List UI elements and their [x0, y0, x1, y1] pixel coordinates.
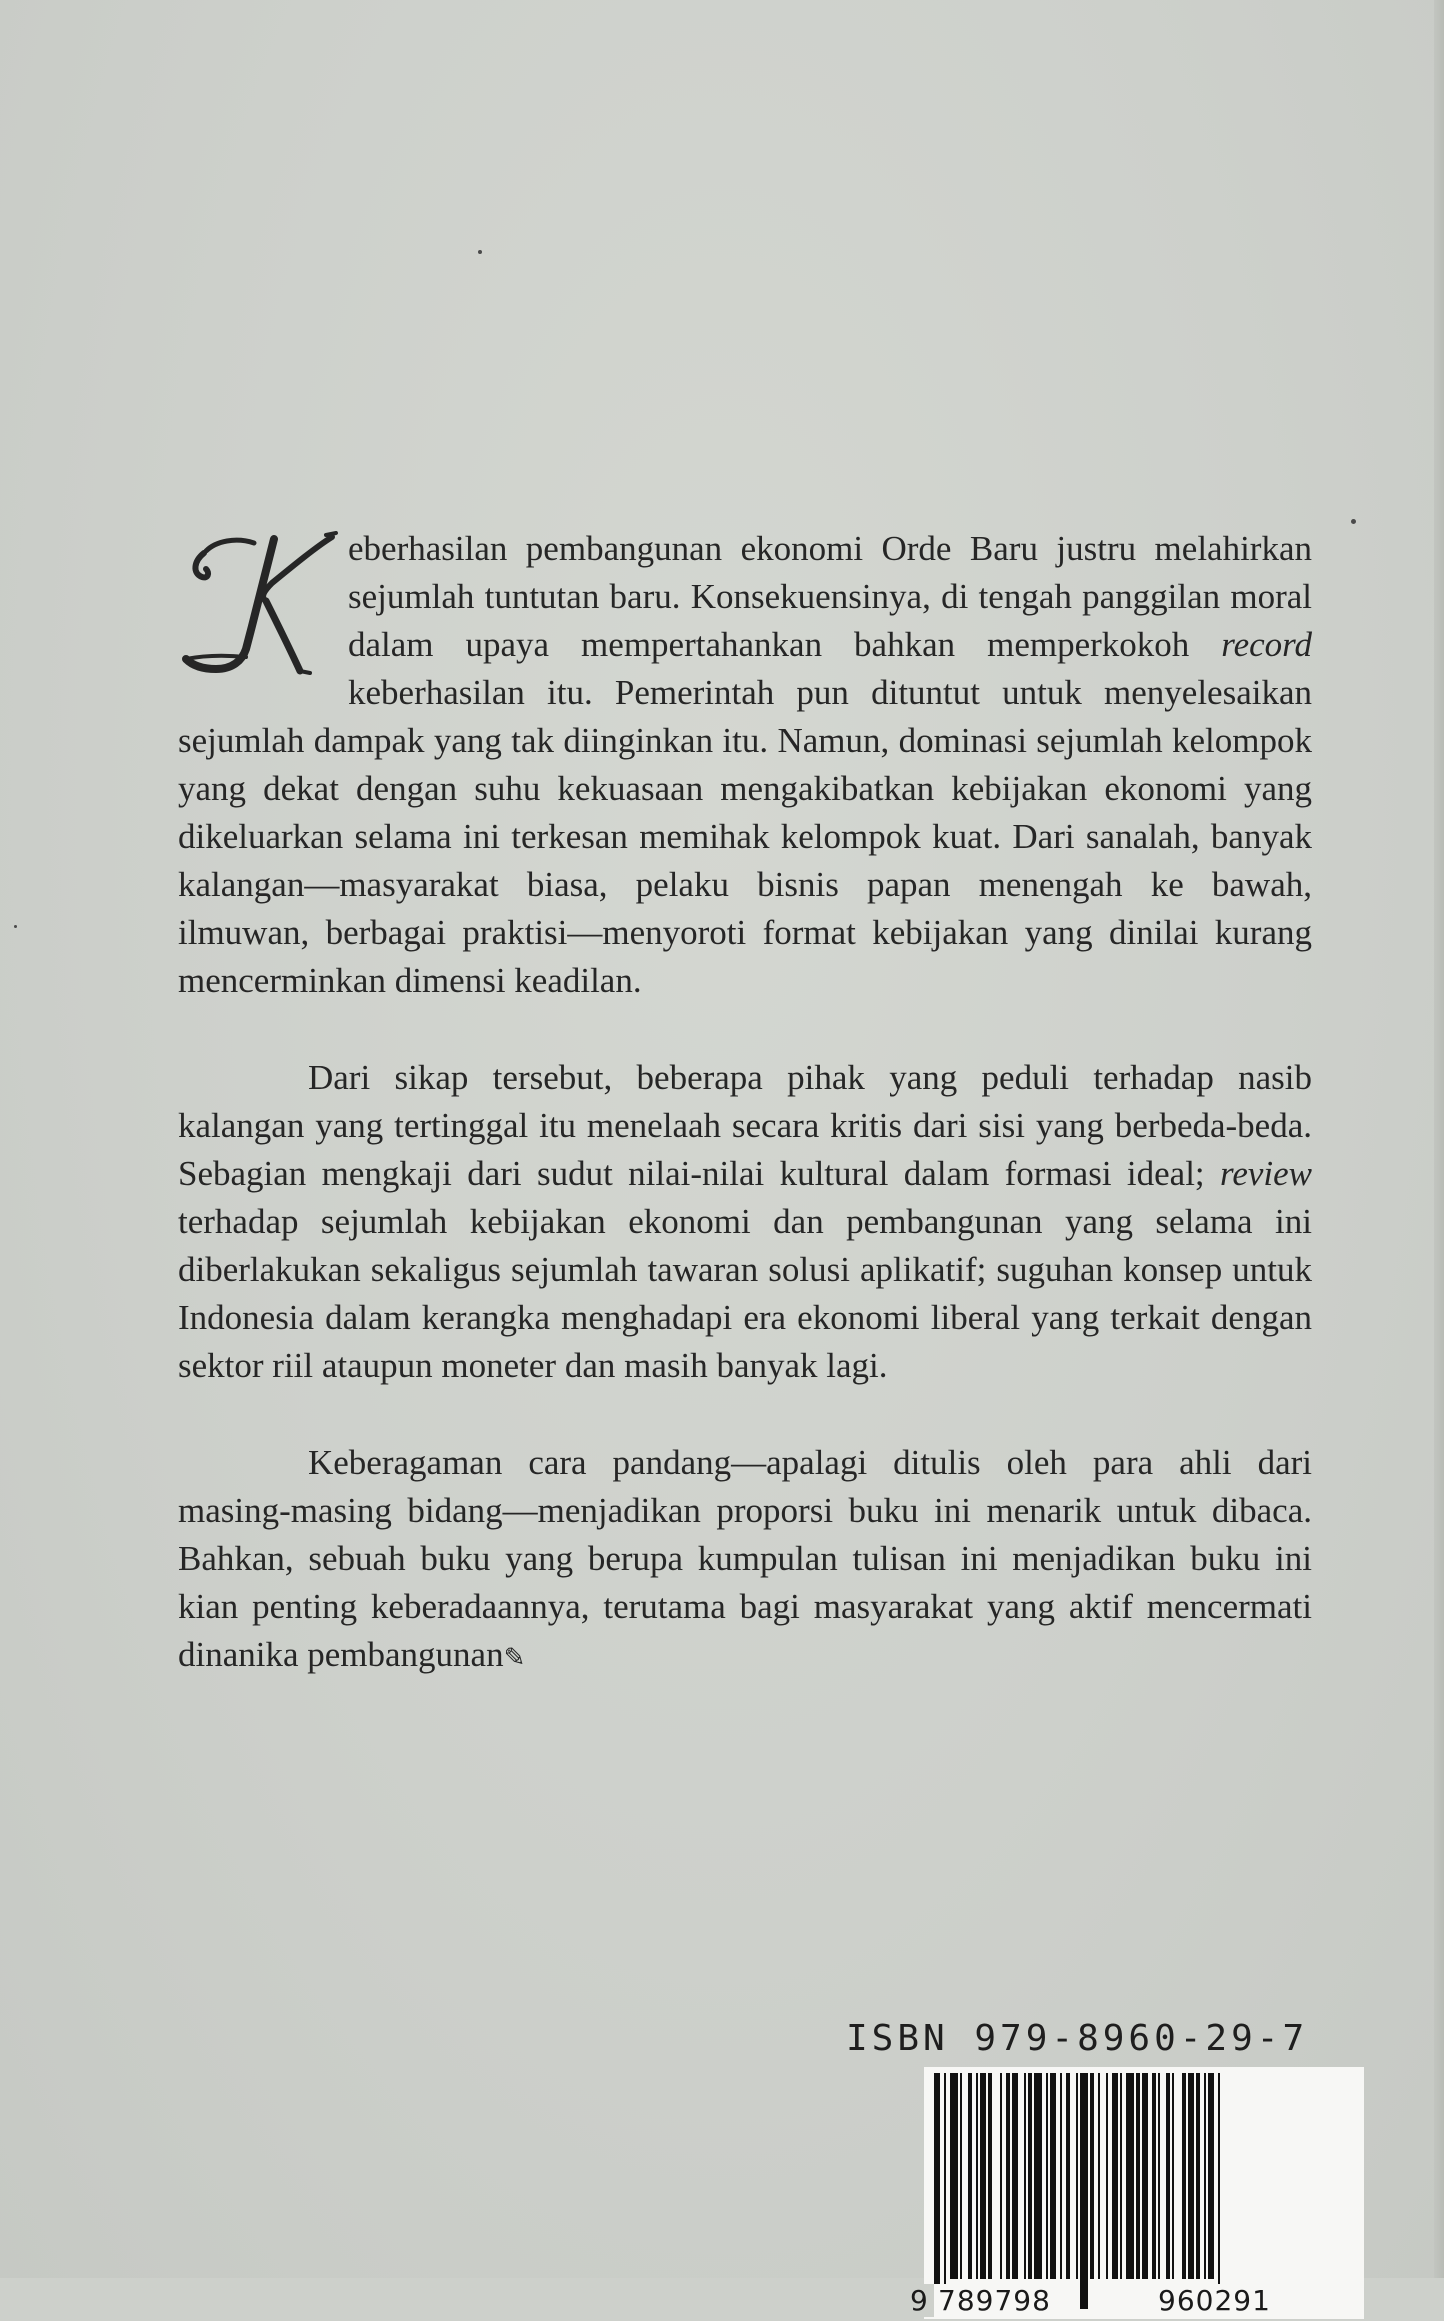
barcode-digit-group-2: 960291 — [1154, 2284, 1275, 2317]
barcode-bar — [1106, 2073, 1108, 2279]
barcode-bar — [1142, 2073, 1148, 2279]
paragraph-1-text-b: keberhasilan itu. Pemerintah pun dituntut untuk menyelesaikan sejumlah dampak yang tak diinginkan itu. Namun, dominasi sejumlah kelompok yang dekat dengan suhu kekuasaan mengakibatkan kebijakan ekonomi yang dikeluarkan selama ini terkesan memihak kelompok kuat. Dari sanalah, banyak kalangan—masyarakat biasa, pelaku bisnis papan menengah ke bawah, ilmuwan, berbagai praktisi—menyoroti format kebijakan yang dinilai kurang mencerminkan dimensi keadilan. — [178, 673, 1312, 1000]
paragraph-1 — [178, 525, 1312, 1005]
drop-cap — [176, 525, 338, 675]
barcode-bar — [1046, 2073, 1048, 2279]
barcode-bar — [1182, 2073, 1186, 2279]
barcode-first-digit: 9 — [908, 2284, 934, 2317]
barcode-bar — [1024, 2073, 1026, 2279]
barcode-bar — [960, 2073, 962, 2279]
barcode-bar — [1060, 2073, 1062, 2279]
barcode-bar — [1172, 2073, 1174, 2279]
paragraph-2-text-b: terhadap sejumlah kebijakan ekonomi dan pembangunan yang selama ini diberlakukan sekaligus sejumlah tawaran solusi aplikatif; suguhan konsep untuk Indonesia dalam kerangka menghadapi era ekonomi liberal yang terkait dengan sektor riil ataupun moneter dan masih banyak lagi. — [178, 1202, 1312, 1385]
barcode-bar — [1006, 2073, 1010, 2279]
paragraph-2-italic-review: review — [1220, 1154, 1312, 1193]
paragraph-3-text: Keberagaman cara pandang—apalagi ditulis oleh para ahli dari masing-masing bidang—menjadikan proporsi buku ini menarik untuk dibaca. Bahkan, sebuah buku yang berupa kumpulan tulisan ini menjadikan buku ini kian penting keberadaannya, terutama bagi masyarakat yang aktif mencermati dinanika pembangunan — [178, 1443, 1312, 1674]
barcode-bar — [1090, 2073, 1094, 2279]
barcode-bar — [1188, 2073, 1194, 2279]
barcode-bar — [1034, 2073, 1042, 2279]
barcode-bar — [1166, 2073, 1170, 2279]
barcode-digit-group-1: 789798 — [934, 2284, 1055, 2317]
barcode-bar — [980, 2073, 986, 2279]
barcode-bar — [944, 2073, 946, 2309]
barcode-bar — [1208, 2073, 1214, 2279]
drop-cap-k-glyph — [176, 531, 338, 677]
paragraph-2-text-a: Dari sikap tersebut, beberapa pihak yang peduli terhadap nasib kalangan yang tertinggal itu menelaah secara kritis dari sisi yang berbeda-beda. Sebagian mengkaji dari sudut nilai-nilai kultural dalam formasi ideal; — [178, 1058, 1312, 1193]
barcode-bar — [1112, 2073, 1118, 2279]
barcode-bar — [1152, 2073, 1156, 2279]
barcode-bar — [976, 2073, 978, 2279]
barcode-bar — [1028, 2073, 1032, 2279]
barcode-bar — [1076, 2073, 1078, 2279]
barcode — [910, 2067, 1364, 2319]
barcode-bar — [950, 2073, 958, 2279]
print-speck — [14, 925, 17, 928]
pen-end-mark-icon: ✎ — [503, 1643, 526, 1673]
barcode-bar — [1136, 2073, 1140, 2279]
isbn-label: ISBN 979-8960-29-7 — [846, 2018, 1309, 2059]
barcode-bars — [924, 2067, 1364, 2319]
barcode-bar — [988, 2073, 992, 2279]
barcode-bar — [1204, 2073, 1206, 2279]
barcode-bar — [1066, 2073, 1070, 2279]
barcode-bar — [1080, 2073, 1088, 2309]
barcode-bar — [1196, 2073, 1200, 2279]
paragraph-3 — [178, 1439, 1312, 1682]
paragraph-1-italic-record: record — [1221, 625, 1312, 664]
barcode-bar — [1120, 2073, 1122, 2279]
barcode-bar — [1126, 2073, 1134, 2279]
print-speck — [478, 250, 482, 254]
isbn-block — [840, 2018, 1320, 2319]
barcode-bar — [968, 2073, 972, 2279]
barcode-bar — [1012, 2073, 1018, 2279]
barcode-bar — [1050, 2073, 1056, 2279]
barcode-bar — [1218, 2073, 1220, 2309]
paragraph-1-text-a: eberhasilan pembangunan ekonomi Orde Baru justru melahirkan sejumlah tuntutan baru. Konsekuensinya, di tengah panggilan moral dalam upaya mempertahankan bahkan memperkokoh — [348, 529, 1312, 664]
paragraph-2 — [178, 1054, 1312, 1390]
barcode-bar — [1000, 2073, 1002, 2279]
cover-edge — [1434, 0, 1444, 2278]
barcode-bar — [934, 2073, 940, 2309]
barcode-bar — [1098, 2073, 1100, 2279]
barcode-bar — [1158, 2073, 1160, 2279]
print-speck — [1351, 519, 1356, 524]
blurb-text — [178, 525, 1312, 1731]
